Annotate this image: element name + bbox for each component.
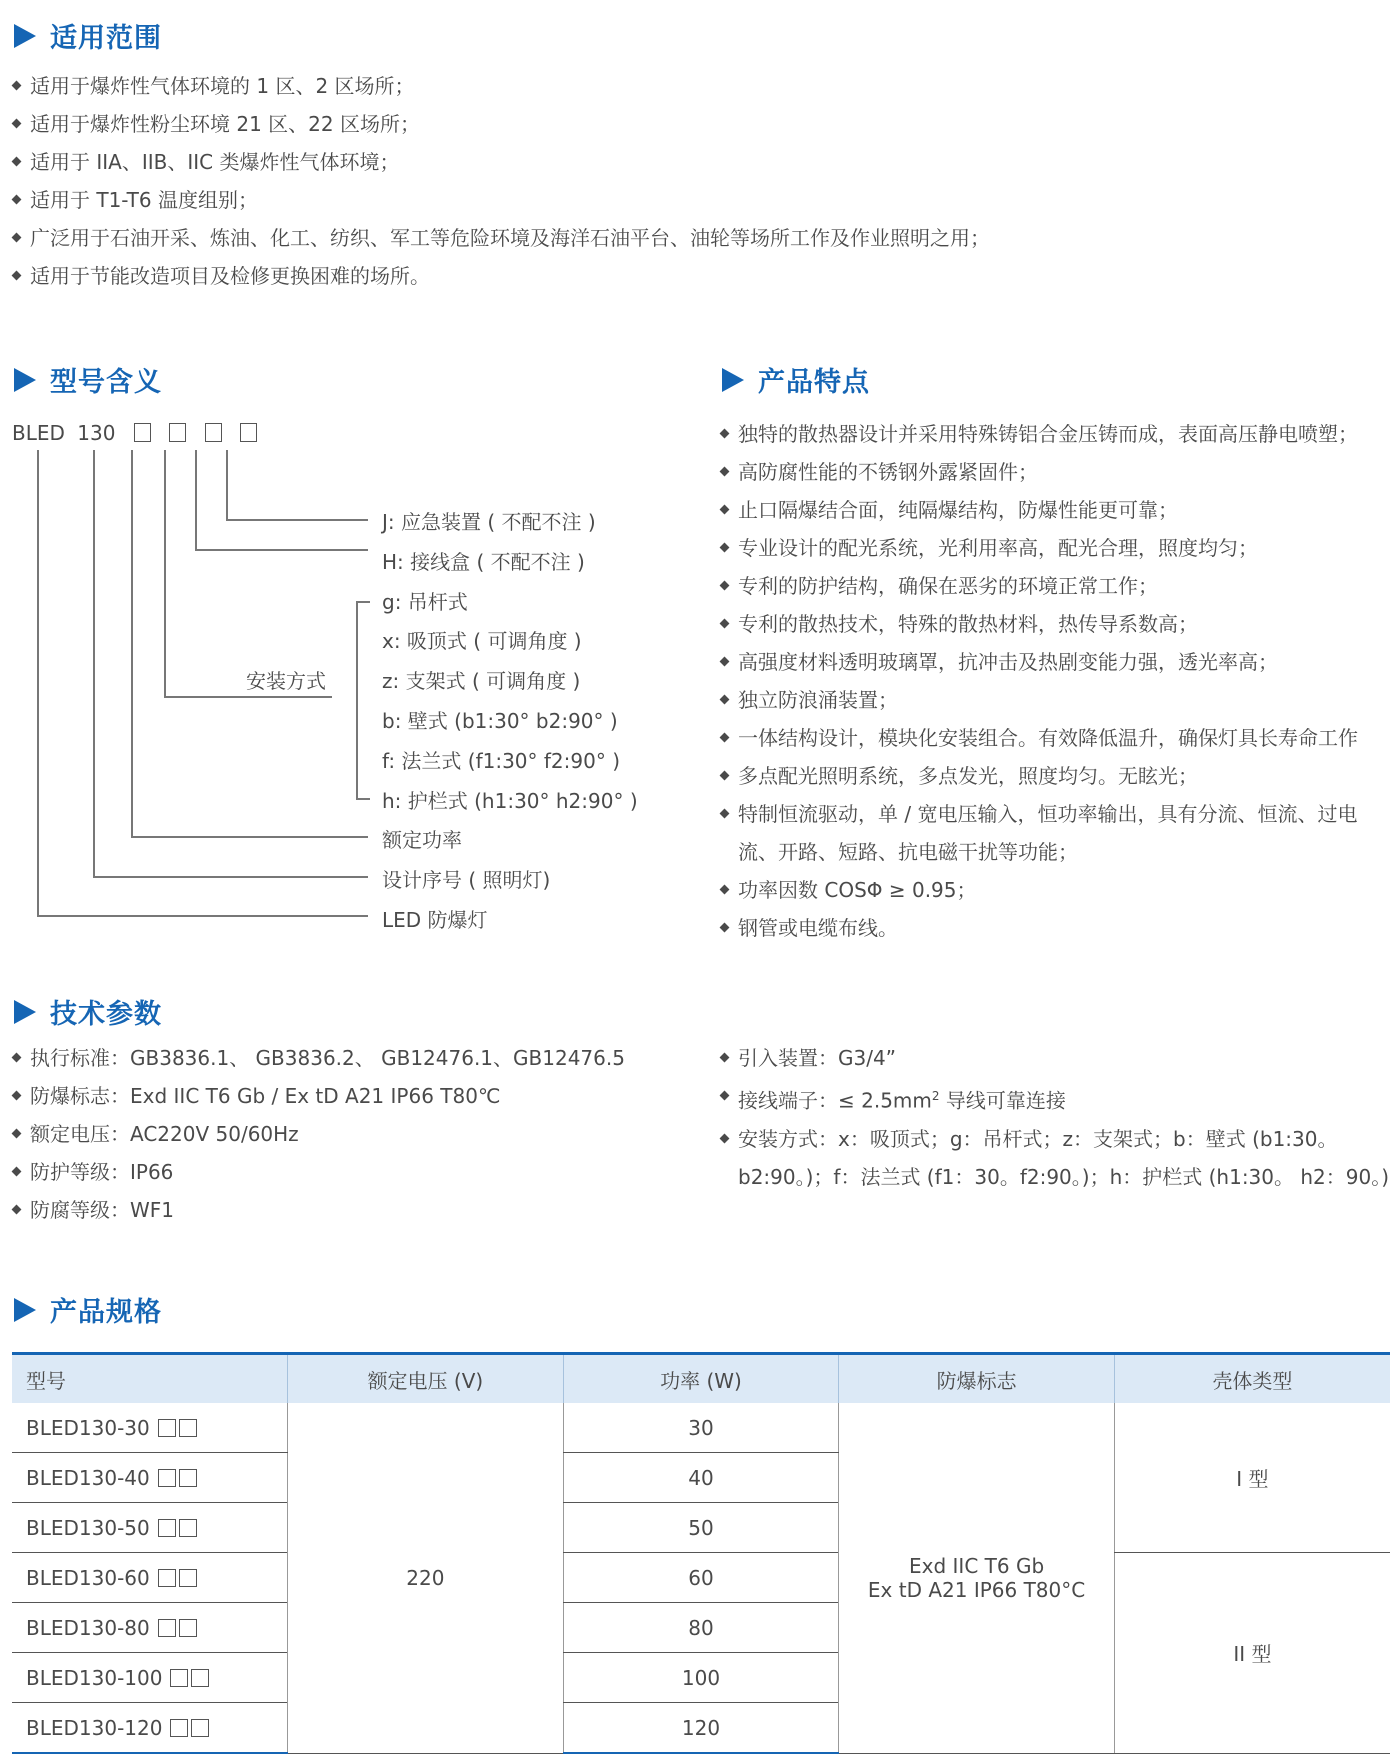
list-item: 安装方式：x：吸顶式；g：吊杆式；z：支架式；b：壁式 (b1:30。 b2:90。)；f：法兰式 (f1：30。f2:90。)；h：护栏式 (h1:30。 h2：90。) [720,1120,1390,1196]
triangle-icon [722,368,744,392]
list-item: 广泛用于石油开采、炼油、化工、纺织、军工等危险环境及海洋石油平台、油轮等场所工作及作业照明之用； [12,219,990,257]
leader-line [226,450,228,520]
list-item: 特制恒流驱动，单 / 宽电压输入，恒功率输出，具有分流、恒流、过电流、开路、短路、抗电磁干扰等功能； [720,795,1390,871]
superscript: 2 [931,1089,940,1103]
list-item: 功率因数 COSΦ ≥ 0.95； [720,871,1390,909]
section-title: 技术参数 [50,999,162,1030]
list-item: 多点配光照明系统，多点发光，照度均匀。无眩光； [720,757,1390,795]
list-item: 高防腐性能的不锈钢外露紧固件； [720,453,1390,491]
placeholder-box [179,1619,197,1637]
legend-label: H: 接线盒 ( 不配不注 ) [382,550,585,574]
voltage-cell: 220 [288,1403,564,1753]
triangle-icon [14,368,36,392]
ex-mark-line: Exd IIC T6 Gb [909,1553,1045,1578]
table-row [12,1403,1390,1453]
model-name: BLED130-60 [26,1565,150,1590]
list-item: 防腐等级：WF1 [12,1191,625,1229]
list-item: 钢管或电缆布线。 [720,909,1390,947]
placeholder-box [170,1719,188,1737]
triangle-icon [14,1000,36,1024]
legend-label: 额定功率 [382,828,462,852]
leader-line [93,450,95,877]
housing-cell: I 型 [1114,1403,1390,1553]
list-item: 适用于 T1-T6 温度组别； [12,181,990,219]
power-cell: 30 [563,1403,839,1453]
column-header: 额定电压 (V) [288,1354,564,1404]
placeholder-box [191,1669,209,1687]
tech-list-left [12,1039,625,1229]
leader-line [164,450,166,697]
placeholder-box [179,1419,197,1437]
model-code [12,421,257,445]
ex-mark-line: Ex tD A21 IP66 T80°C [867,1577,1086,1602]
list-item: 专业设计的配光系统，光利用率高，配光合理，照度均匀； [720,529,1390,567]
list-item: 适用于节能改造项目及检修更换困难的场所。 [12,257,990,295]
model-cell [12,1403,288,1453]
model-cell [12,1503,288,1553]
section-title: 产品特点 [758,367,870,398]
section-header-spec [14,1290,162,1329]
terminal-text-tail: 导线可靠连接 [939,1088,1066,1113]
list-item: 一体结构设计，模块化安装组合。有效降低温升，确保灯具长寿命工作 [720,719,1390,757]
table-row [12,1553,1390,1603]
bracket-line [356,601,358,799]
placeholder-box [179,1469,197,1487]
legend-label: LED 防爆灯 [382,908,488,932]
column-header: 型号 [12,1354,288,1404]
model-name: BLED130-120 [26,1715,163,1740]
model-cell [12,1553,288,1603]
legend-label: h: 护栏式 (h1:30° h2:90° ) [382,789,638,813]
model-code-number: 130 [77,421,116,445]
list-item: 额定电压：AC220V 50/60Hz [12,1115,625,1153]
legend-label: J: 应急装置 ( 不配不注 ) [382,510,596,534]
placeholder-box [205,423,222,442]
placeholder-box [158,1469,176,1487]
table-header-row [12,1354,1390,1404]
model-cell [12,1453,288,1503]
model-cell [12,1603,288,1653]
leader-line [93,876,368,878]
model-name: BLED130-50 [26,1515,150,1540]
placeholder-box [169,423,186,442]
list-item: 防爆标志：Exd IIC T6 Gb / Ex tD A21 IP66 T80℃ [12,1077,625,1115]
leader-line [226,519,368,521]
bracket-line [356,798,370,800]
legend-label: b: 壁式 (b1:30° b2:90° ) [382,709,618,733]
list-item: 防护等级：IP66 [12,1153,625,1191]
placeholder-box [158,1619,176,1637]
legend-label: z: 支架式 ( 可调角度 ) [382,669,581,693]
placeholder-box [179,1519,197,1537]
power-cell: 40 [563,1453,839,1503]
section-title: 型号含义 [50,367,162,398]
placeholder-box [158,1569,176,1587]
leader-line [131,450,133,837]
spec-table [12,1352,1390,1754]
features-list [720,415,1390,947]
legend-label: x: 吸顶式 ( 可调角度 ) [382,629,582,653]
scope-list [12,67,990,295]
section-header-model-meaning [14,360,162,399]
ex-mark-cell [839,1403,1115,1753]
triangle-icon [14,1298,36,1322]
leader-line [195,450,197,550]
placeholder-box [240,423,257,442]
power-cell: 50 [563,1503,839,1553]
housing-cell: II 型 [1114,1553,1390,1754]
list-item: 执行标准：GB3836.1、 GB3836.2、 GB12476.1、GB12476.5 [12,1039,625,1077]
legend-label: f: 法兰式 (f1:30° f2:90° ) [382,749,621,773]
power-cell: 60 [563,1553,839,1603]
list-item: 独特的散热器设计并采用特殊铸铝合金压铸而成，表面高压静电喷塑； [720,415,1390,453]
model-cell [12,1703,288,1754]
list-item: 专利的防护结构，确保在恶劣的环境正常工作； [720,567,1390,605]
section-header-features [722,360,870,399]
list-item: 止口隔爆结合面，纯隔爆结构，防爆性能更可靠； [720,491,1390,529]
power-cell: 100 [563,1653,839,1703]
install-method-label: 安装方式 [246,669,326,693]
leader-line [131,836,368,838]
triangle-icon [14,24,36,48]
legend-label: 设计序号 ( 照明灯) [382,868,551,892]
section-title: 产品规格 [50,1297,162,1328]
list-item: 高强度材料透明玻璃罩，抗冲击及热剧变能力强，透光率高； [720,643,1390,681]
placeholder-box [170,1669,188,1687]
list-item: 引入装置：G3/4” [720,1039,1390,1077]
placeholder-box [158,1519,176,1537]
leader-line [195,549,368,551]
leader-line [37,450,39,916]
list-item: 独立防浪涌装置； [720,681,1390,719]
terminal-text: 接线端子：≤ 2.5mm [738,1088,932,1113]
power-cell: 120 [563,1703,839,1754]
column-header: 功率 (W) [563,1354,839,1404]
tech-list-right [720,1039,1390,1196]
list-item: 适用于爆炸性气体环境的 1 区、2 区场所； [12,67,990,105]
model-name: BLED130-40 [26,1465,150,1490]
placeholder-box [158,1419,176,1437]
placeholder-box [134,423,151,442]
column-header: 防爆标志 [839,1354,1115,1404]
model-code-prefix: BLED [12,421,65,445]
section-header-scope [14,16,162,55]
bracket-line [356,601,370,603]
power-cell: 80 [563,1603,839,1653]
legend-label: g: 吊杆式 [382,590,468,614]
list-item: 专利的散热技术，特殊的散热材料，热传导系数高； [720,605,1390,643]
placeholder-box [191,1719,209,1737]
column-header: 壳体类型 [1114,1354,1390,1404]
section-header-tech [14,992,162,1031]
list-item [720,1077,1390,1120]
model-name: BLED130-30 [26,1415,150,1440]
leader-line [37,915,368,917]
leader-line [164,696,332,698]
placeholder-box [179,1569,197,1587]
model-cell [12,1653,288,1703]
model-name: BLED130-100 [26,1665,163,1690]
list-item: 适用于 IIA、IIB、IIC 类爆炸性气体环境； [12,143,990,181]
model-name: BLED130-80 [26,1615,150,1640]
section-title: 适用范围 [50,23,162,54]
list-item: 适用于爆炸性粉尘环境 21 区、22 区场所； [12,105,990,143]
